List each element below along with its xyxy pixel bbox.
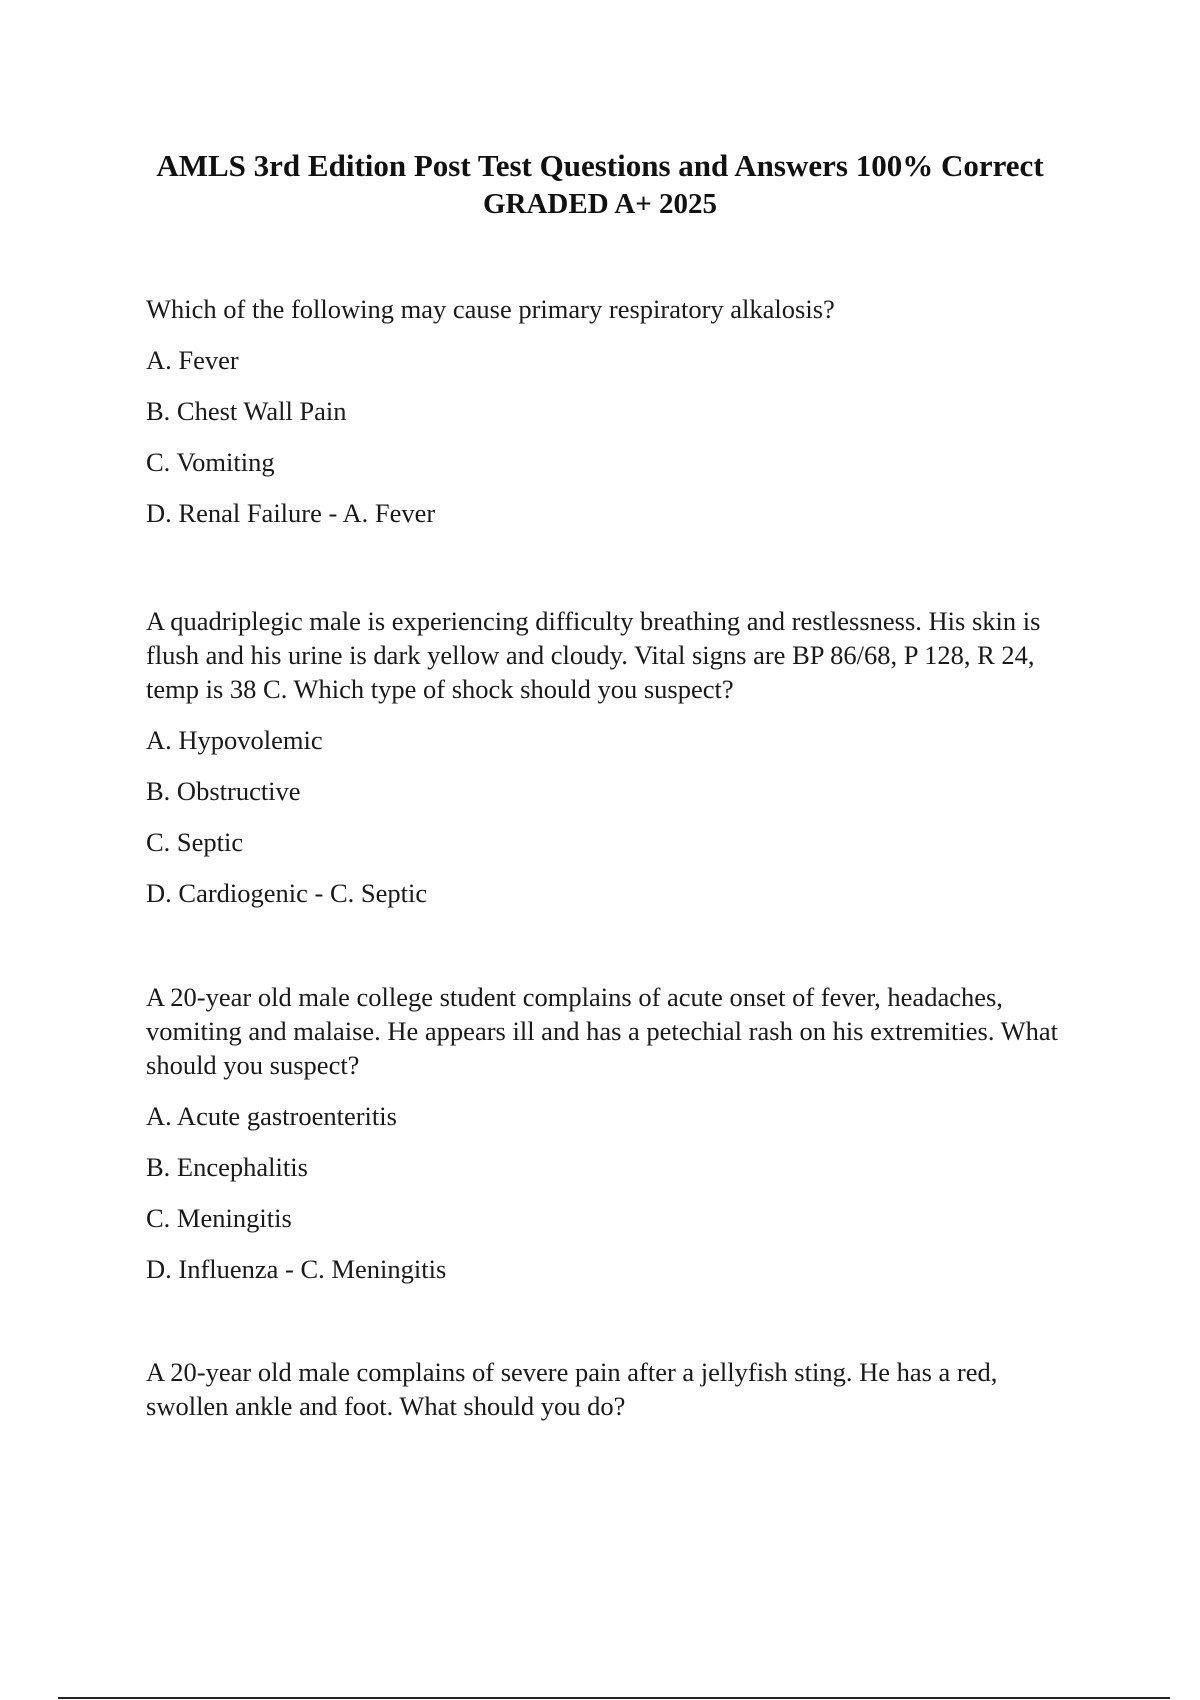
question-block xyxy=(146,1355,1086,1440)
question-text: A 20-year old male complains of severe pain after a jellyfish sting. He has a red, swollen ankle and foot. What should you do? xyxy=(146,1357,998,1421)
answer-options xyxy=(146,1099,1086,1286)
footer-divider xyxy=(58,1697,1170,1699)
question-text: A 20-year old male college student complains of acute onset of fever, headaches, vomiting and malaise. He appears ill and has a petechial rash on his extremities. What should you suspect? xyxy=(146,982,1059,1080)
answer-option: C. Septic xyxy=(146,827,244,857)
answer-option: C. Vomiting xyxy=(146,447,275,477)
answer-option: D. Renal Failure - A. Fever xyxy=(146,498,436,528)
answer-option: C. Meningitis xyxy=(146,1203,292,1233)
question-text: A quadriplegic male is experiencing difficulty breathing and restlessness. His skin is flush and his urine is dark yellow and cloudy. Vital signs are BP 86/68, P 128, R 24, temp is 38 C. Which type of shock should you suspect? xyxy=(146,606,1041,704)
question-text: Which of the following may cause primary respiratory alkalosis? xyxy=(146,294,835,324)
answer-option: B. Encephalitis xyxy=(146,1152,308,1182)
answer-option: B. Obstructive xyxy=(146,776,301,806)
document-subtitle: GRADED A+ 2025 xyxy=(482,188,718,220)
document-title: AMLS 3rd Edition Post Test Questions and Answers 100% Correct xyxy=(156,148,1044,183)
answer-option: A. Fever xyxy=(146,345,239,375)
question-block xyxy=(146,980,1086,1286)
answer-option: D. Influenza - C. Meningitis xyxy=(146,1254,447,1284)
question-block xyxy=(146,604,1086,910)
answer-option: D. Cardiogenic - C. Septic xyxy=(146,878,428,908)
answer-options xyxy=(146,723,1086,910)
answer-option: A. Hypovolemic xyxy=(146,725,323,755)
question-block xyxy=(146,292,1086,530)
answer-option: B. Chest Wall Pain xyxy=(146,396,347,426)
answer-option: A. Acute gastroenteritis xyxy=(146,1101,397,1131)
answer-options xyxy=(146,343,1086,530)
